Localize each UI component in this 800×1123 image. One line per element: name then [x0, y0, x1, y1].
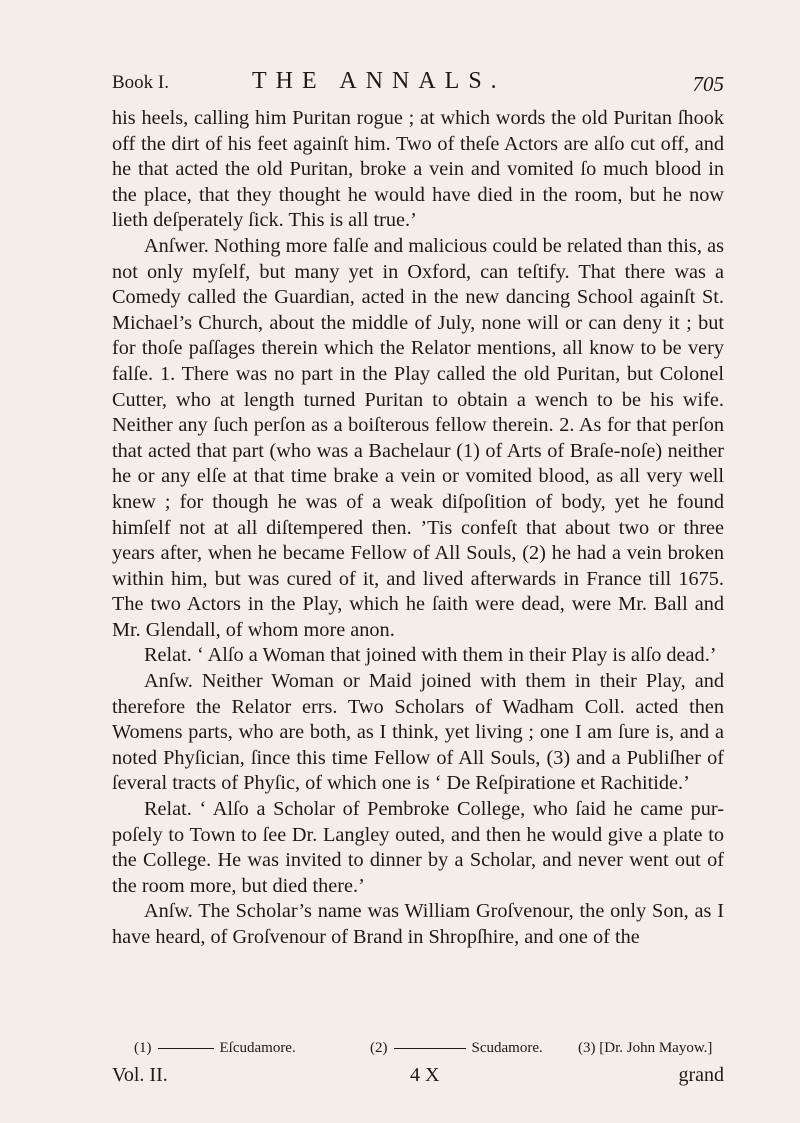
footnote: [370, 1040, 543, 1057]
paragraph: Anſw. Neither Woman or Maid joined with them in their Play, and therefore the Relator errs. Two Scholars of Wadham Coll. acted then Womens parts, who are both, as I think, yet living ; one I am ſure is, and a noted Phyſician, ſince this time Fellow of All Souls, (3) and a Publiſher of ſeveral tracts of Phyſic, of which one is ‘ De Reſpiratione et Rachitide.’: [112, 670, 724, 795]
book-label: Book I.: [112, 72, 169, 93]
footnote-mark: (3): [578, 1040, 596, 1056]
page-footer: [112, 1064, 724, 1088]
paragraph: Anſwer. Nothing more falſe and malicious could be related than this, as not only myſelf, but many yet in Oxford, can teſtify. That there was a Comedy called the Guardian, acted in the new dancing School againſt St. Michael’s Church, about the middle of July, none will or can deny it ; but for thoſe paſſages therein which the Relator mentions, all know to be very falſe. 1. There was no part in the Play called the old Puritan, but Colonel Cutter, who at length turned Puritan to obtain a wench to be his wife. Neither any ſuch perſon as a boiſterous fellow therein. 2. As for that perſon that acted that part (who was a Bachelaur (1) of Arts of Braſe-noſe) neither he or any elſe at that time brake a vein or vomited blood, as all very well knew ; for though he was of a weak diſpoſition of body, yet he found himſelf not at all diſtempered then. ’Tis confeſt that about two or three years after, when he became Fellow of All Souls, (2) he had a vein broken within him, but was cured of it, and lived afterwards in France till 1675. The two Actors in the Play, which he ſaith were dead, were Mr. Ball and Mr. Glendall, of whom more anon.: [112, 234, 724, 641]
footnote-text: Scudamore.: [471, 1040, 543, 1056]
paragraph: Anſw. The Scholar’s name was William Groſvenour, the only Son, as I have heard, of Groſvenour of Brand in Shropſhire, and one of the: [112, 900, 724, 948]
volume-label: Vol. II.: [112, 1064, 168, 1086]
footnote-text: Eſcudamore.: [219, 1040, 296, 1056]
catchword: grand: [678, 1064, 724, 1086]
footnote-rule: [394, 1048, 466, 1049]
footnote-text: [Dr. John Mayow.]: [599, 1040, 713, 1056]
footnote: [578, 1040, 712, 1057]
paragraph: his heels, calling him Puritan rogue ; at which words the old Puritan ſhook off the dirt of his feet againſt him. Two of theſe Actors are alſo cut off, and he that acted the old Puritan, broke a vein and vomited ſo much blood in the place, that they thought he would have died in the room, but he now lieth deſperately ſick. This is all true.’: [112, 107, 724, 232]
running-title: THE ANNALS.: [252, 68, 506, 94]
footnote-mark: (2): [370, 1040, 388, 1056]
signature-mark: 4 X: [410, 1064, 440, 1086]
paragraph: Relat. ‘ Alſo a Scholar of Pembroke College, who ſaid he came pur-poſely to Town to ſee Dr. Langley outed, and then he would give a plate to the College. He was invited to dinner by a Scholar, and never went out of the room more, but died there.’: [112, 798, 724, 897]
paragraph: Relat. ‘ Alſo a Woman that joined with them in their Play is alſo dead.’: [144, 644, 717, 667]
page-number: 705: [692, 72, 724, 96]
footnote-rule: [158, 1048, 214, 1049]
running-header: [112, 66, 724, 94]
footnote: [134, 1040, 296, 1057]
body-text: [112, 106, 724, 951]
footnote-mark: (1): [134, 1040, 152, 1056]
